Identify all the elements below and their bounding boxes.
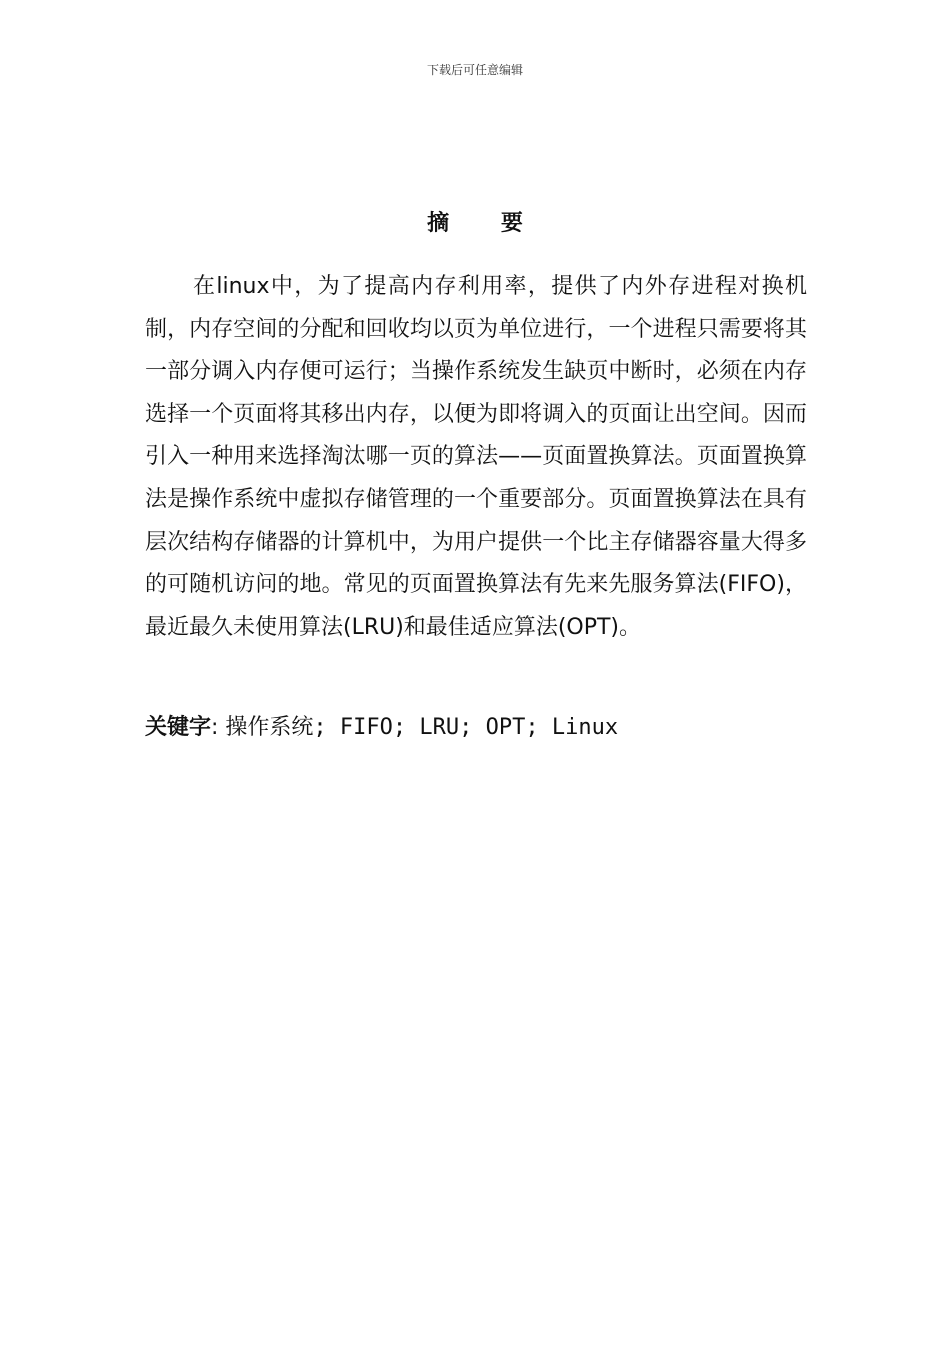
keywords-line bbox=[145, 708, 807, 748]
page-header-note: 下载后可任意编辑 bbox=[426, 63, 523, 77]
keywords-value: 操作系统; FIFO; LRU; OPT; Linux bbox=[225, 715, 619, 740]
keywords-separator: : bbox=[211, 715, 226, 740]
keywords-label: 关键字 bbox=[145, 715, 212, 740]
abstract-title: 摘 要 bbox=[427, 211, 545, 236]
abstract-body: 在linux中，为了提高内存利用率，提供了内外存进程对换机制，内存空间的分配和回收均以页为单位进行，一个进程只需要将其一部分调入内存便可运行；当操作系统发生缺页中断时，必须在内存选择一个页面将其移出内存，以便为即将调入的页面让出空间。因而引入一种用来选择淘汰哪一页的算法——页面置换算法。页面置换算法是操作系统中虚拟存储管理的一个重要部分。页面置换算法在具有层次结构存储器的计算机中，为用户提供一个比主存储器容量大得多的可随机访问的地。常见的页面置换算法有先来先服务算法(FIFO)，最近最久未使用算法(LRU)和最佳适应算法(OPT)。 bbox=[145, 274, 807, 640]
